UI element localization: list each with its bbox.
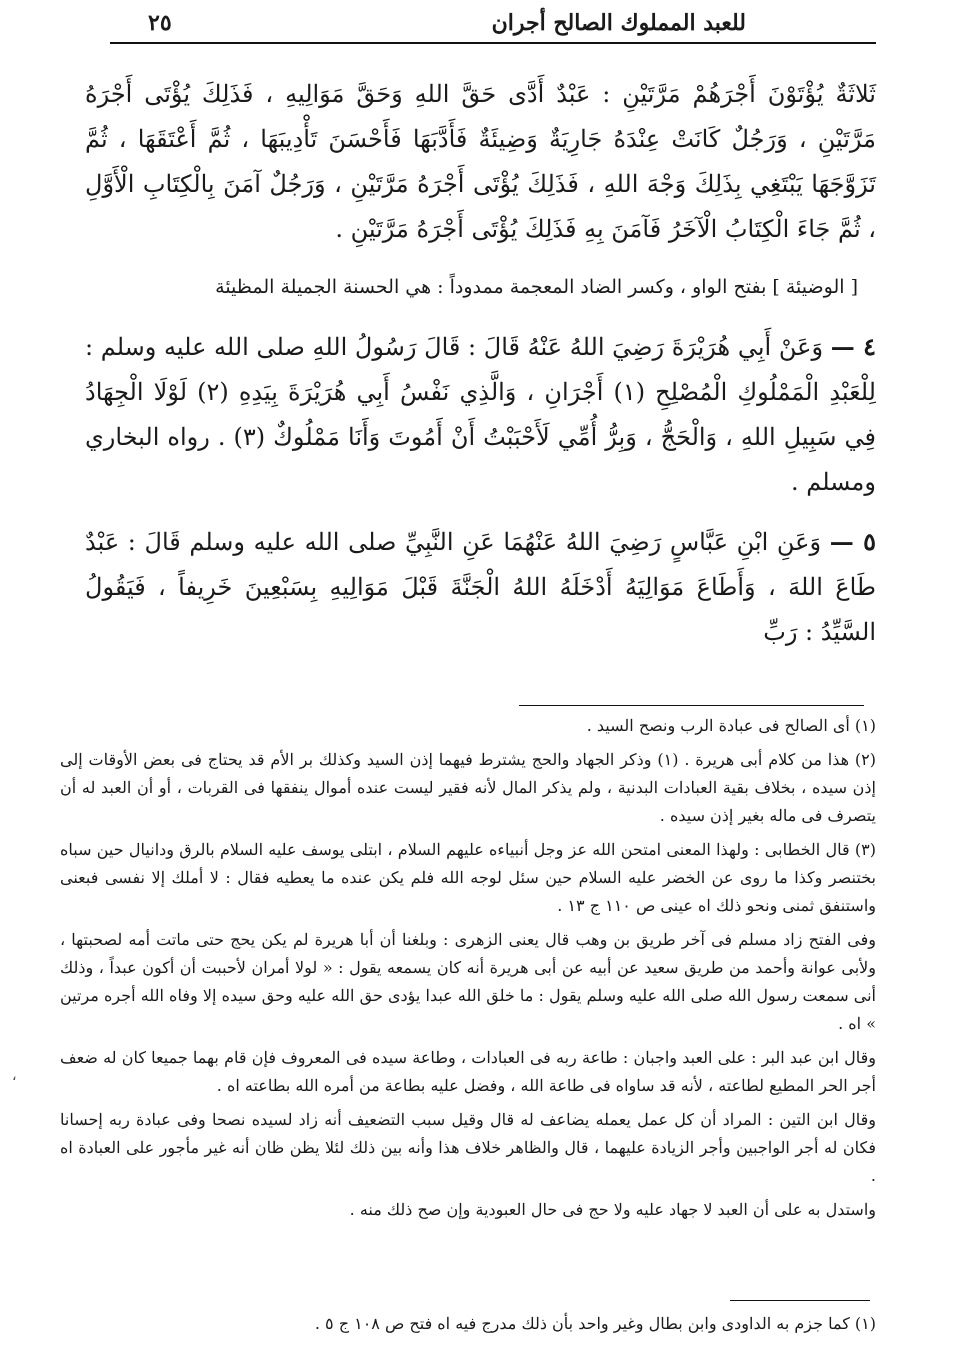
bottom-divider — [730, 1300, 870, 1301]
footnote-conclusion: واستدل به على أن العبد لا جهاد عليه ولا حج فى حال العبودية وإن صح ذلك منه . — [349, 1200, 876, 1219]
footnote-fath: وفى الفتح زاد مسلم فى آخر طريق بن وهب قال يعنى الزهرى : وبلغنا أن أبا هريرة لم يكن يحج حتى ماتت أمه لصحبتها ، ولأبى عوانة وأحمد من طريق سعيد عن أبيه عن أبى هريرة أنه كان يسمعه يقول : « لولا أمران لأحببت أن أكون عبداً ، وذلك أنى سمعت رسول الله صلى الله عليه وسلم يقول : ما خلق الله عبدا يؤدى حق الله عليه وحق سيده إلا وفاه الله أجره مرتين » اه . — [60, 930, 876, 1033]
hadith-4-text: وَعَنْ أَبِي هُرَيْرَةَ رَضِيَ اللهُ عَنْهُ قَالَ : قَالَ رَسُولُ اللهِ صلى الله عليه وسلم : لِلْعَبْدِ الْمَمْلُوكِ الْمُصْلِحِ (١) أَجْرَانِ ، وَالَّذِي نَفْسُ أَبِي هُرَيْرَةَ بِيَدِهِ (٢) لَوْلَا الْجِهَادُ فِي سَبِيلِ اللهِ ، وَالْحَجُّ ، وَبِرُّ أُمِّي لَأَحْبَبْتُ أَنْ أَمُوتَ وَأَنَا مَمْلُوكٌ (٣) . رواه البخاري ومسلم . — [85, 333, 876, 496]
footnotes — [60, 712, 876, 1230]
page-title: للعبد المملوك الصالح أجران — [491, 10, 746, 36]
page-number: ٢٥ — [148, 10, 172, 36]
hadith-4-number: ٤ — — [830, 332, 876, 361]
wadiah-definition: [ الوضيئة ] بفتح الواو ، وكسر الضاد المعجمة ممدوداً : هي الحسنة الجميلة المظيئة — [215, 276, 858, 298]
hadith-5-text: وَعَنِ ابْنِ عَبَّاسٍ رَضِيَ اللهُ عَنْهُمَا عَنِ النَّبِيِّ صلى الله عليه وسلم قَالَ : عَبْدٌ طَاعَ اللهَ ، وَأَطَاعَ مَوَالِيَهُ أَدْخَلَهُ اللهُ الْجَنَّةَ قَبْلَ مَوَالِيهِ بِسَبْعِينَ خَرِيفاً ، فَيَقُولُ السَّيِّدُ : رَبِّ — [85, 528, 876, 646]
header-rule — [110, 42, 876, 44]
hadith-4 — [85, 324, 876, 505]
main-text — [85, 72, 876, 669]
footnote-2: (٢) هذا من كلام أبى هريرة . (١) وذكر الجهاد والحج يشترط فيهما إذن السيد وكذلك بر الأم قد يحتاج فى بعض الأوقات إلى إذن سيده ، بخلاف بقية العبادات البدنية ، ولم يذكر المال لأنه فقير ليست عنده أموال ينفقها فى القربات ، أو أن العبد له أن يتصرف فى ماله بغير إذن سيده . — [60, 750, 877, 825]
footnote-1: (١) أى الصالح فى عبادة الرب ونصح السيد . — [586, 716, 876, 735]
hadith-3-text: ثَلاثَةٌ يُؤْتَوْنَ أَجْرَهُمْ مَرَّتَيْنِ : عَبْدٌ أَدَّى حَقَّ اللهِ وَحَقَّ مَوَالِيهِ ، فَذَلِكَ يُؤْتَى أَجْرَهُ مَرَّتَيْنِ ، وَرَجُلٌ كَانَتْ عِنْدَهُ جَارِيَةٌ وَضِيئَةٌ فَأَدَّبَهَا فَأَحْسَنَ تَأْدِيبَهَا ، ثُمَّ أَعْتَقَهَا ، ثُمَّ تَزَوَّجَهَا يَبْتَغِي بِذَلِكَ وَجْهَ اللهِ ، فَذَلِكَ يُؤْتَى أَجْرَهُ مَرَّتَيْنِ ، وَرَجُلٌ آمَنَ بِالْكِتَابِ الْأَوَّلِ ، ثُمَّ جَاءَ الْكِتَابُ الْآخَرُ فَآمَنَ بِهِ فَذَلِكَ يُؤْتَى أَجْرَهُ مَرَّتَيْنِ . — [85, 80, 876, 243]
page-header — [110, 8, 876, 40]
footnote-3: (٣) قال الخطابى : ولهذا المعنى امتحن الله عز وجل أنبياءه عليهم السلام ، ابتلى يوسف عليه السلام بالرق ودانيال حين سباه بختنصر وكذا ما روى عن الخضر عليه السلام حين سئل لوجه الله فلم يكن عنده ما يعطيه فقال : لا أملك إلا نفسى فبعنى واستنفق ثمنى ونحو ذلك اه عينى ص ١١٠ ج ١٣ . — [60, 840, 876, 915]
footnote-divider — [519, 705, 864, 706]
footnote-ibn-abd-al-barr: وقال ابن عبد البر : على العبد واجبان : طاعة ربه فى العبادات ، وطاعة سيده فى المعروف فإن قام بهما جميعا كان له ضعف أجر الحر المطيع لطاعته ، لأنه قد ساواه فى طاعة الله ، وفضل عليه بطاعة من أمره الله بطاعته اه . — [60, 1048, 876, 1095]
hadith-5-number: ٥ — — [829, 527, 876, 556]
margin-mark: ، — [12, 1068, 17, 1084]
sub-footnote: (١) كما جزم به الداودى وابن بطال وغير واحد بأن ذلك مدرج فيه اه فتح ص ١٠٨ ج ٥ . — [314, 1314, 876, 1333]
hadith-5 — [85, 519, 876, 655]
footnote-ibn-al-tin: وقال ابن التين : المراد أن كل عمل يعمله يضاعف له قال وقيل سبب التضعيف أنه زاد لسيده نصحا وفى عبادة ربه إحسانا فكان له أجر الواجبين وأجر الزيادة عليهما ، قال والظاهر خلاف هذا وأنه بين ذلك لئلا يظن ظان أنه غير مأجور على العبادة اه . — [60, 1110, 876, 1185]
